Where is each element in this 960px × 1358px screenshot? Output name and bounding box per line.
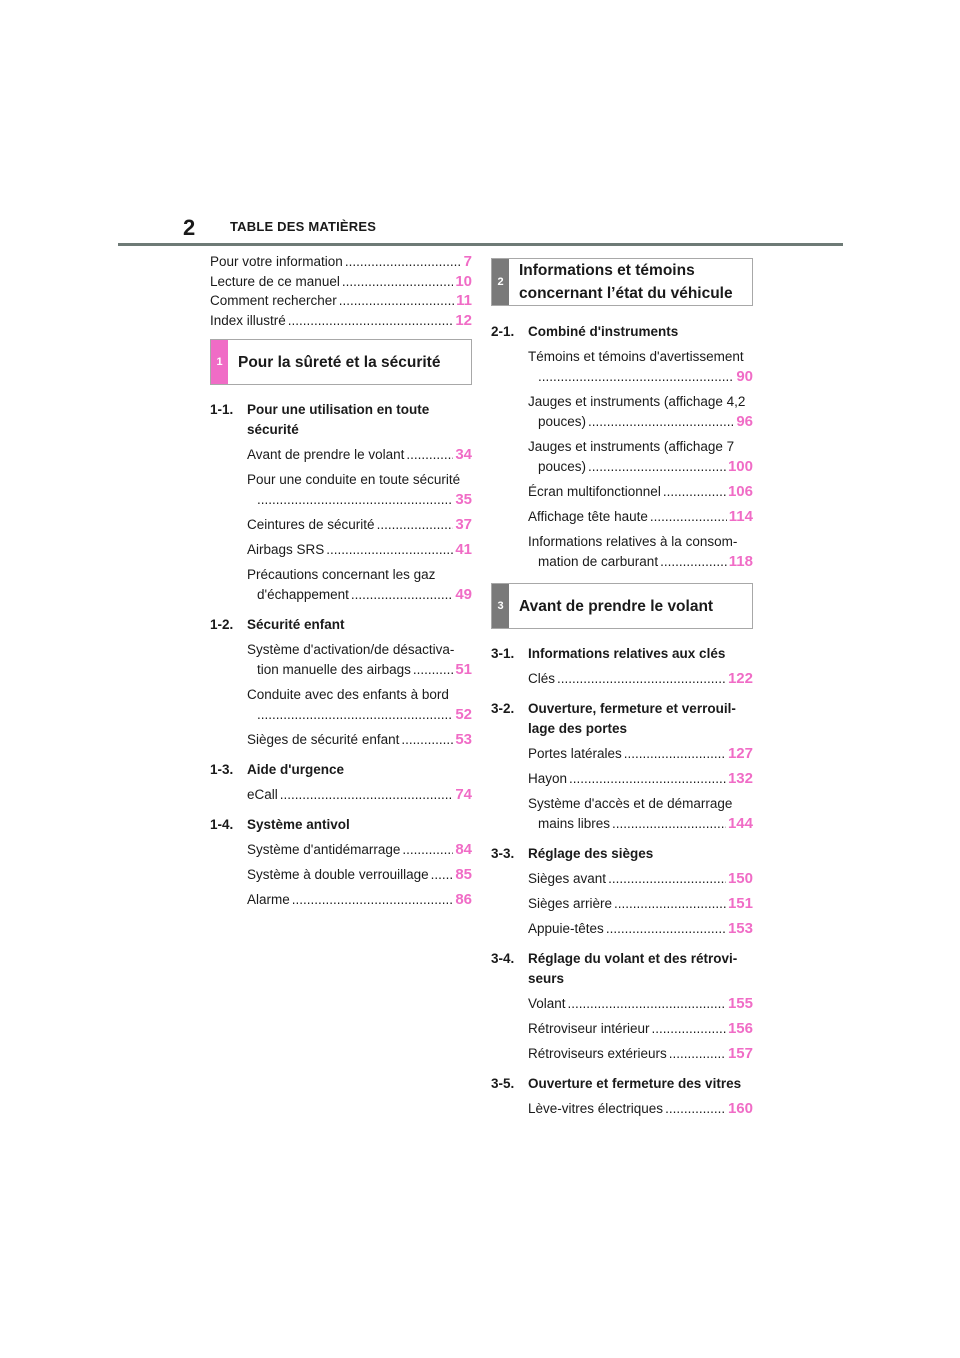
toc-entry[interactable] <box>528 1044 753 1064</box>
entry-label: Appuie-têtes <box>528 921 604 936</box>
section-heading[interactable] <box>210 760 472 780</box>
section-heading[interactable] <box>491 322 753 342</box>
entry-label: Système d'antidémarrage <box>247 842 401 857</box>
leader-dots <box>557 669 726 689</box>
page-link[interactable]: 127 <box>727 745 753 762</box>
leader-dots <box>614 894 726 914</box>
section-title: Système antivol <box>247 817 350 832</box>
page-link[interactable]: 122 <box>727 670 753 687</box>
leader-dots <box>588 457 726 477</box>
section-number: 1-2. <box>210 617 234 632</box>
chapter-3-box[interactable] <box>491 583 753 629</box>
section-heading[interactable] <box>210 400 472 440</box>
leader-dots <box>339 291 454 311</box>
page-link[interactable]: 157 <box>727 1045 753 1062</box>
section-title: Réglage du volant et des rétrovi- seurs <box>528 951 738 986</box>
toc-entry[interactable] <box>528 437 753 477</box>
toc-entry[interactable] <box>528 347 753 387</box>
toc-entry[interactable] <box>247 785 472 805</box>
entry-label: Écran multifonctionnel <box>528 484 661 499</box>
page-link[interactable]: 156 <box>727 1020 753 1037</box>
toc-entry[interactable] <box>528 482 753 502</box>
section-heading[interactable] <box>210 615 472 635</box>
entry-label: Système à double verrouillage <box>247 867 429 882</box>
chapter-tab: 1 <box>211 340 228 384</box>
section-number: 3-4. <box>491 951 515 966</box>
toc-entry[interactable] <box>528 994 753 1014</box>
section-title: Pour une utilisation en toute sécurité <box>247 402 430 437</box>
leader-dots <box>652 1019 726 1039</box>
page-link[interactable]: 51 <box>455 661 472 678</box>
entry-label: Sièges avant <box>528 871 607 886</box>
section-title: Ouverture et fermeture des vitres <box>528 1076 742 1091</box>
entry-label: Volant <box>528 996 566 1011</box>
entry-label: Système d'accès et de démarrage <box>528 796 733 811</box>
entry-label: Clés <box>528 671 556 686</box>
toc-entry[interactable] <box>528 1099 753 1119</box>
entry-label: Précautions concernant les gaz <box>247 567 436 582</box>
entry-label: Comment rechercher <box>210 293 337 308</box>
toc-entry[interactable] <box>210 272 472 292</box>
entry-label-cont: mains libres <box>538 816 611 831</box>
chapter-tab: 3 <box>492 584 509 628</box>
entry-label: Sièges de sécurité enfant <box>247 732 400 747</box>
entry-label: Airbags SRS <box>247 542 325 557</box>
toc-entry[interactable] <box>247 730 472 750</box>
leader-dots <box>257 490 453 510</box>
section-heading[interactable] <box>491 949 753 989</box>
section-heading[interactable] <box>491 699 753 739</box>
toc-entry[interactable] <box>247 865 472 885</box>
toc-entry[interactable] <box>528 669 753 689</box>
leader-dots <box>568 994 726 1014</box>
entry-label: Hayon <box>528 771 568 786</box>
chapter-title: Avant de prendre le volant <box>519 597 714 615</box>
leader-dots <box>326 540 453 560</box>
leader-dots <box>538 367 734 387</box>
toc-entry[interactable] <box>528 1019 753 1039</box>
page-link[interactable]: 74 <box>455 786 472 803</box>
toc-entry[interactable] <box>210 252 472 272</box>
leader-dots <box>413 660 453 680</box>
entry-label: Conduite avec des enfants à bord <box>247 687 449 702</box>
leader-dots <box>608 869 726 889</box>
leader-dots <box>606 919 726 939</box>
entry-label-cont: pouces) <box>538 414 587 429</box>
leader-dots <box>588 412 734 432</box>
toc-entry[interactable] <box>247 565 472 605</box>
leader-dots <box>660 552 727 572</box>
entry-label: Jauges et instruments (affichage 7 <box>528 439 735 454</box>
toc-entry[interactable] <box>528 794 753 834</box>
toc-entry[interactable] <box>247 540 472 560</box>
page-link[interactable]: 84 <box>455 841 472 858</box>
entry-label: Lecture de ce manuel <box>210 273 340 289</box>
entry-label: Index illustré <box>210 312 286 328</box>
toc-entry[interactable] <box>528 769 753 789</box>
entry-label: Avant de prendre le volant <box>247 447 405 462</box>
leader-dots <box>377 515 454 535</box>
chapter-tab: 2 <box>492 259 509 305</box>
leader-dots <box>569 769 726 789</box>
page-link[interactable]: 41 <box>455 541 472 558</box>
entry-label: Rétroviseur intérieur <box>528 1021 650 1036</box>
chapter-title: Pour la sûreté et la sécurité <box>238 353 441 371</box>
toc-entry[interactable] <box>528 919 753 939</box>
section-number: 1-4. <box>210 817 234 832</box>
page-link[interactable]: 7 <box>463 253 472 270</box>
section-heading[interactable] <box>210 815 472 835</box>
entry-label: Lève-vitres électriques <box>528 1101 664 1116</box>
entry-label: Ceintures de sécurité <box>247 517 375 532</box>
page-link[interactable]: 12 <box>455 311 472 329</box>
page-link[interactable]: 100 <box>727 458 753 475</box>
entry-label: Système d'activation/de désactiva- <box>247 642 455 657</box>
page-link[interactable]: 10 <box>455 272 472 290</box>
page-link[interactable]: 114 <box>728 508 753 525</box>
leader-dots <box>257 705 453 725</box>
page-link[interactable]: 106 <box>727 483 753 500</box>
toc-left-column <box>210 252 472 915</box>
section-title: Réglage des sièges <box>528 846 654 861</box>
page-link[interactable]: 86 <box>455 891 472 908</box>
leader-dots <box>612 814 726 834</box>
leader-dots <box>406 445 453 465</box>
leader-dots <box>402 840 453 860</box>
header-divider <box>118 243 843 246</box>
leader-dots <box>345 252 462 272</box>
page-link[interactable]: 85 <box>455 866 472 883</box>
section-number: 3-3. <box>491 846 515 861</box>
page-link[interactable]: 155 <box>727 995 753 1012</box>
running-header-title: TABLE DES MATIÈRES <box>230 219 377 234</box>
page-link[interactable]: 118 <box>728 553 753 570</box>
page-number: 2 <box>183 215 196 240</box>
toc-right-column <box>491 258 753 1124</box>
leader-dots <box>351 585 453 605</box>
section-heading[interactable] <box>491 1074 753 1094</box>
leader-dots <box>342 272 453 292</box>
leader-dots <box>669 1044 726 1064</box>
page-link[interactable]: 11 <box>456 292 472 309</box>
toc-entry[interactable] <box>210 311 472 331</box>
section-title: Combiné d'instruments <box>528 324 679 339</box>
toc-entry[interactable] <box>528 894 753 914</box>
section-number: 3-2. <box>491 701 515 716</box>
leader-dots <box>288 311 454 331</box>
leader-dots <box>292 890 454 910</box>
page-link[interactable]: 150 <box>727 870 753 887</box>
section-title: Sécurité enfant <box>247 617 345 632</box>
toc-entry[interactable] <box>528 532 753 572</box>
section-heading[interactable] <box>491 844 753 864</box>
page-link[interactable]: 53 <box>455 731 472 748</box>
section-number: 1-1. <box>210 402 234 417</box>
toc-entry[interactable] <box>247 470 472 510</box>
section-title: Ouverture, fermeture et verrouil- lage des portes <box>528 701 736 736</box>
section-number: 3-5. <box>491 1076 515 1091</box>
toc-entry[interactable] <box>210 291 472 311</box>
leader-dots <box>431 865 454 885</box>
entry-label: Affichage tête haute <box>528 509 648 524</box>
page-link[interactable]: 160 <box>727 1100 753 1117</box>
page-link[interactable]: 52 <box>455 706 472 723</box>
entry-label-cont: pouces) <box>538 459 587 474</box>
page-link[interactable]: 49 <box>455 586 472 603</box>
page-link[interactable]: 90 <box>736 368 753 385</box>
entry-label: Alarme <box>247 892 290 907</box>
leader-dots <box>650 507 727 527</box>
toc-entry[interactable] <box>528 507 753 527</box>
entry-label: Jauges et instruments (affichage 4,2 <box>528 394 746 409</box>
toc-entry[interactable] <box>247 640 472 680</box>
chapter-1-box[interactable] <box>210 339 472 385</box>
page-link[interactable]: 151 <box>727 895 753 912</box>
page-link[interactable]: 37 <box>455 516 472 533</box>
page-link[interactable]: 132 <box>727 770 753 787</box>
page-link[interactable]: 153 <box>727 920 753 937</box>
section-title: Informations relatives aux clés <box>528 646 726 661</box>
section-heading[interactable] <box>491 644 753 664</box>
toc-entry[interactable] <box>528 744 753 764</box>
section-number: 3-1. <box>491 646 515 661</box>
entry-label: eCall <box>247 787 278 802</box>
page-link[interactable]: 35 <box>455 491 472 508</box>
leader-dots <box>665 1099 726 1119</box>
toc-entry[interactable] <box>247 685 472 725</box>
page-link[interactable]: 96 <box>736 413 753 430</box>
leader-dots <box>280 785 454 805</box>
leader-dots <box>401 730 453 750</box>
section-number: 2-1. <box>491 324 515 339</box>
chapter-title: Informations et témoins concernant l’état du véhicule <box>519 262 733 302</box>
entry-label: Informations relatives à la consom- <box>528 534 738 549</box>
entry-label: Pour une conduite en toute sécurité <box>247 472 461 487</box>
toc-entry[interactable] <box>528 869 753 889</box>
chapter-2-box[interactable] <box>491 258 753 306</box>
entry-label: Portes latérales <box>528 746 622 761</box>
entry-label: Pour votre information <box>210 254 343 269</box>
entry-label-cont: d'échappement <box>257 587 349 602</box>
toc-entry[interactable] <box>247 840 472 860</box>
toc-entry[interactable] <box>247 515 472 535</box>
toc-entry[interactable] <box>528 392 753 432</box>
entry-label: Rétroviseurs extérieurs <box>528 1046 667 1061</box>
section-number: 1-3. <box>210 762 234 777</box>
entry-label-cont: tion manuelle des airbags <box>257 662 411 677</box>
entry-label: Sièges arrière <box>528 896 613 911</box>
leader-dots <box>663 482 726 502</box>
entry-label: Témoins et témoins d'avertissement <box>528 349 744 364</box>
page-link[interactable]: 144 <box>727 815 753 832</box>
leader-dots <box>624 744 726 764</box>
toc-entry[interactable] <box>247 445 472 465</box>
page-link[interactable]: 34 <box>455 446 472 463</box>
entry-label-cont: mation de carburant <box>538 554 659 569</box>
toc-entry[interactable] <box>247 890 472 910</box>
section-title: Aide d'urgence <box>247 762 344 777</box>
